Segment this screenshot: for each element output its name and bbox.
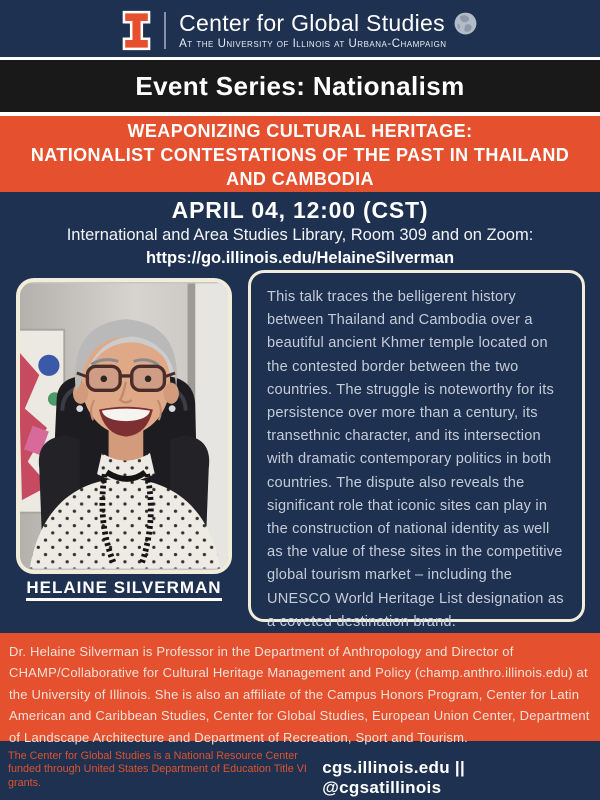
event-zoom-link[interactable]: https://go.illinois.edu/HelaineSilverman — [145, 249, 455, 267]
org-title: Center for Global Studies — [179, 10, 445, 36]
main-section — [0, 192, 600, 633]
contact-links[interactable]: cgs.illinois.edu || @cgsatillinois — [322, 758, 466, 797]
header — [0, 0, 600, 57]
org-subtitle: At the University of Illinois at Urbana-Champaign — [179, 38, 447, 50]
talk-title-line: AND CAMBODIA — [226, 169, 374, 189]
series-bar — [0, 60, 600, 112]
talk-description-text: This talk traces the belligerent history between Thailand and Cambodia over a beautiful ancient Khmer temple located on the contested border between the two countries. The struggle is noteworthy for its persistence over more than a century, its transethnic character, and its intersection with dramatic contemporary politics in both countries. The dispute also reveals the significant role that iconic sites can play in the construction of national identity as well as the value of these sites in the competitive global tourism market – including the UNESCO World Heritage List designation as a coveted destination brand. — [267, 289, 564, 630]
globe-icon — [453, 11, 478, 36]
talk-title-line: NATIONALIST CONTESTATIONS OF THE PAST IN THAILAND — [30, 145, 570, 165]
footer — [0, 741, 600, 800]
event-datetime: APRIL 04, 12:00 (CST) — [171, 197, 429, 223]
talk-description-box — [248, 270, 585, 630]
funding-note: The Center for Global Studies is a National Resource Center funded through United States Department of Education Title VI grants. — [8, 750, 307, 789]
speaker-name: HELAINE SILVERMAN — [16, 578, 232, 598]
header-titles — [179, 10, 478, 50]
talk-title-line: WEAPONIZING CULTURAL HERITAGE: — [127, 121, 473, 141]
series-label: Event Series: Nationalism — [135, 70, 465, 101]
speaker-portrait-illustration — [20, 282, 228, 570]
header-divider — [164, 12, 166, 49]
speaker-photo — [16, 278, 232, 574]
talk-title-banner — [0, 116, 600, 192]
speaker-bio — [0, 633, 600, 745]
block-i-logo-icon — [122, 10, 151, 51]
event-location: International and Area Studies Library, Room 309 and on Zoom: — [66, 226, 534, 244]
speaker-bio-text: Dr. Helaine Silverman is Professor in the Department of Anthropology and Director of CHAMP/Collaborative for Cultural Heritage Management and Policy (champ.anthro.illinois.edu) at the University of Illinois. She is also an affiliate of the Campus Honors Program, Center for Latin American and Caribbean Studies, Center for Global Studies, European Union Center, Department of Landscape Architecture and Department of Recreation, Sport and Tourism. — [9, 644, 590, 745]
